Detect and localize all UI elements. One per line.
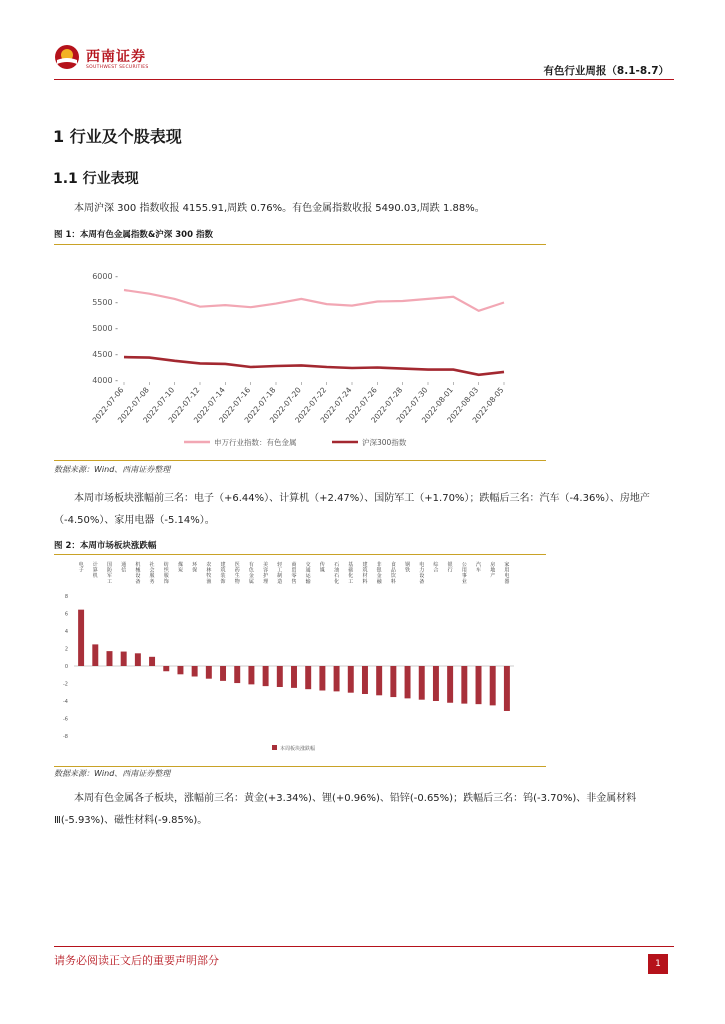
x-tick-label: 2022-07-08	[115, 385, 151, 425]
x-tick-label: 2022-07-28	[369, 385, 405, 425]
section-heading: 1 行业及个股表现	[53, 127, 182, 146]
y-tick-label: 8	[64, 594, 68, 600]
bar-chart-sectors	[54, 556, 546, 764]
category-label: 食品饮料	[390, 562, 396, 585]
category-label: 美容护理	[263, 562, 269, 585]
bar	[433, 666, 439, 701]
bar	[92, 644, 98, 666]
y-tick-label: 5000 -	[92, 324, 118, 333]
category-label: 商贸零售	[291, 562, 297, 585]
figure-2-top-rule	[54, 554, 546, 555]
x-tick-label: 2022-07-30	[394, 385, 430, 425]
paragraph-text: 本周市场板块涨幅前三名：电子（+6.44%）、计算机（+2.47%）、国防军工（+1.70%）；跌幅后三名：汽车（-4.36%）、房地产（-4.50%）、家用电器（-5.14%）。	[54, 493, 650, 526]
y-tick-label: 2	[64, 646, 68, 653]
category-label: 社会服务	[149, 562, 155, 585]
y-tick-label: 5500 -	[92, 298, 118, 307]
bar	[163, 666, 169, 671]
bar	[376, 666, 382, 695]
category-label: 钢铁	[405, 562, 411, 574]
category-label: 交通运输	[305, 562, 311, 585]
y-tick-label: -4	[63, 699, 68, 705]
legend-swatch	[272, 745, 277, 750]
subsection-heading: 1.1 行业表现	[53, 171, 139, 187]
category-label: 综合	[433, 562, 439, 574]
bar	[476, 666, 482, 704]
bar	[305, 666, 311, 689]
category-label: 非银金融	[376, 562, 382, 585]
bar	[149, 657, 155, 666]
bar	[348, 666, 354, 693]
figure-1-label: 图 1：本周有色金属指数&沪深 300 指数	[54, 230, 213, 240]
bar	[277, 666, 283, 687]
y-tick-label: 4000 -	[92, 376, 118, 385]
bar	[263, 666, 269, 686]
y-tick-label: 4	[64, 629, 68, 635]
logo-text-cn: 西南证券	[86, 49, 146, 65]
category-label: 煤炭	[177, 562, 183, 574]
bar	[319, 666, 325, 691]
x-tick-label: 2022-07-10	[141, 385, 177, 425]
category-label: 基础化工	[348, 562, 354, 585]
footer-disclaimer: 请务必阅读正文后的重要声明部分	[54, 954, 219, 967]
bar	[390, 666, 396, 697]
category-label: 建筑装饰	[220, 562, 226, 585]
bar	[192, 666, 198, 677]
x-tick-label: 2022-08-05	[470, 385, 506, 425]
bar	[248, 666, 254, 684]
y-tick-label: 6	[64, 611, 68, 618]
brand-logo	[54, 44, 174, 76]
category-label: 轻工制造	[277, 562, 283, 585]
legend-label: 申万行业指数：有色金属	[214, 438, 297, 447]
paragraph-sector-performance	[54, 488, 674, 532]
x-tick-label: 2022-07-14	[191, 385, 227, 425]
figure-2-bottom-rule	[54, 766, 546, 767]
figure-2-label: 图 2：本周市场板块涨跌幅	[54, 541, 157, 551]
x-tick-label: 2022-07-20	[267, 385, 303, 425]
footer-divider	[54, 946, 674, 947]
logo-sun-icon	[54, 44, 80, 70]
y-tick-label: 4500 -	[92, 350, 118, 359]
line-chart-index	[54, 246, 546, 458]
report-title: 有色行业周报（8.1-8.7）	[543, 65, 669, 77]
series-line-0	[124, 290, 504, 311]
figure-1-top-rule	[54, 244, 546, 245]
bar	[461, 666, 467, 704]
y-tick-label: -8	[63, 734, 68, 740]
category-label: 有色金属	[248, 562, 254, 585]
x-tick-label: 2022-07-24	[318, 385, 354, 425]
paragraph-text: 本周有色金属各子板块，涨幅前三名：黄金(+3.34%)、锂(+0.96%)、铅锌(-0.65%)；跌幅后三名：钨(-3.70%)、非金属材料Ⅲ(-5.93%)、磁性材料(-9.85%)。	[54, 793, 637, 826]
bar	[177, 666, 183, 674]
legend-label: 沪深300指数	[362, 438, 407, 447]
category-label: 传媒	[319, 562, 325, 574]
category-label: 建筑材料	[362, 562, 368, 585]
category-label: 电力设备	[419, 562, 425, 585]
category-label: 电子	[78, 562, 84, 574]
bar	[206, 666, 212, 679]
bar	[334, 666, 340, 691]
category-label: 石油石化	[334, 562, 340, 585]
bar	[78, 610, 84, 666]
bar	[234, 666, 240, 683]
bar	[504, 666, 510, 711]
category-label: 国防军工	[106, 562, 112, 585]
legend-label: 本周板块涨跌幅	[280, 746, 316, 752]
figure-2-source: 数据来源：Wind、西南证券整理	[54, 769, 171, 778]
y-tick-label: 6000 -	[92, 272, 118, 281]
logo-text-en: SOUTHWEST SECURITIES	[86, 65, 149, 70]
x-tick-label: 2022-07-12	[166, 385, 202, 425]
category-label: 医药生物	[234, 562, 240, 585]
bar	[291, 666, 297, 688]
bar	[490, 666, 496, 705]
series-line-1	[124, 357, 504, 375]
bar	[405, 666, 411, 698]
x-tick-label: 2022-07-26	[343, 385, 379, 425]
category-label: 通信	[121, 562, 127, 574]
category-label: 机械设备	[135, 562, 141, 585]
category-label: 汽车	[476, 562, 482, 574]
y-tick-label: -2	[63, 681, 68, 688]
y-tick-label: 0	[64, 664, 68, 670]
bar	[419, 666, 425, 700]
paragraph-subsector-performance	[54, 788, 674, 832]
bar	[362, 666, 368, 694]
page-number: 1	[648, 954, 668, 974]
x-tick-label: 2022-07-22	[293, 385, 329, 425]
x-tick-label: 2022-07-06	[90, 385, 126, 425]
x-tick-label: 2022-08-01	[419, 385, 455, 425]
bar	[220, 666, 226, 681]
category-label: 计算机	[92, 562, 98, 580]
category-label: 家用电器	[504, 562, 510, 585]
bar	[135, 653, 141, 666]
bar	[121, 652, 127, 666]
x-tick-label: 2022-07-16	[217, 385, 253, 425]
category-label: 纺织服饰	[163, 562, 169, 585]
y-tick-label: -6	[63, 716, 68, 723]
paragraph-index-summary	[54, 198, 674, 220]
bar	[447, 666, 453, 703]
bar	[107, 651, 113, 666]
x-tick-label: 2022-08-03	[445, 385, 481, 425]
figure-1-bottom-rule	[54, 460, 546, 461]
figure-1-source: 数据来源：Wind、西南证券整理	[54, 465, 171, 474]
paragraph-text: 本周沪深 300 指数收报 4155.91,周跌 0.76%。有色金属指数收报 5490.03,周跌 1.88%。	[74, 203, 485, 214]
x-tick-label: 2022-07-18	[242, 385, 278, 425]
category-label: 环保	[192, 562, 198, 574]
header-divider	[54, 79, 674, 80]
category-label: 公用事业	[461, 562, 467, 585]
category-label: 银行	[447, 562, 453, 574]
category-label: 农林牧渔	[206, 562, 212, 585]
category-label: 房地产	[490, 562, 496, 580]
